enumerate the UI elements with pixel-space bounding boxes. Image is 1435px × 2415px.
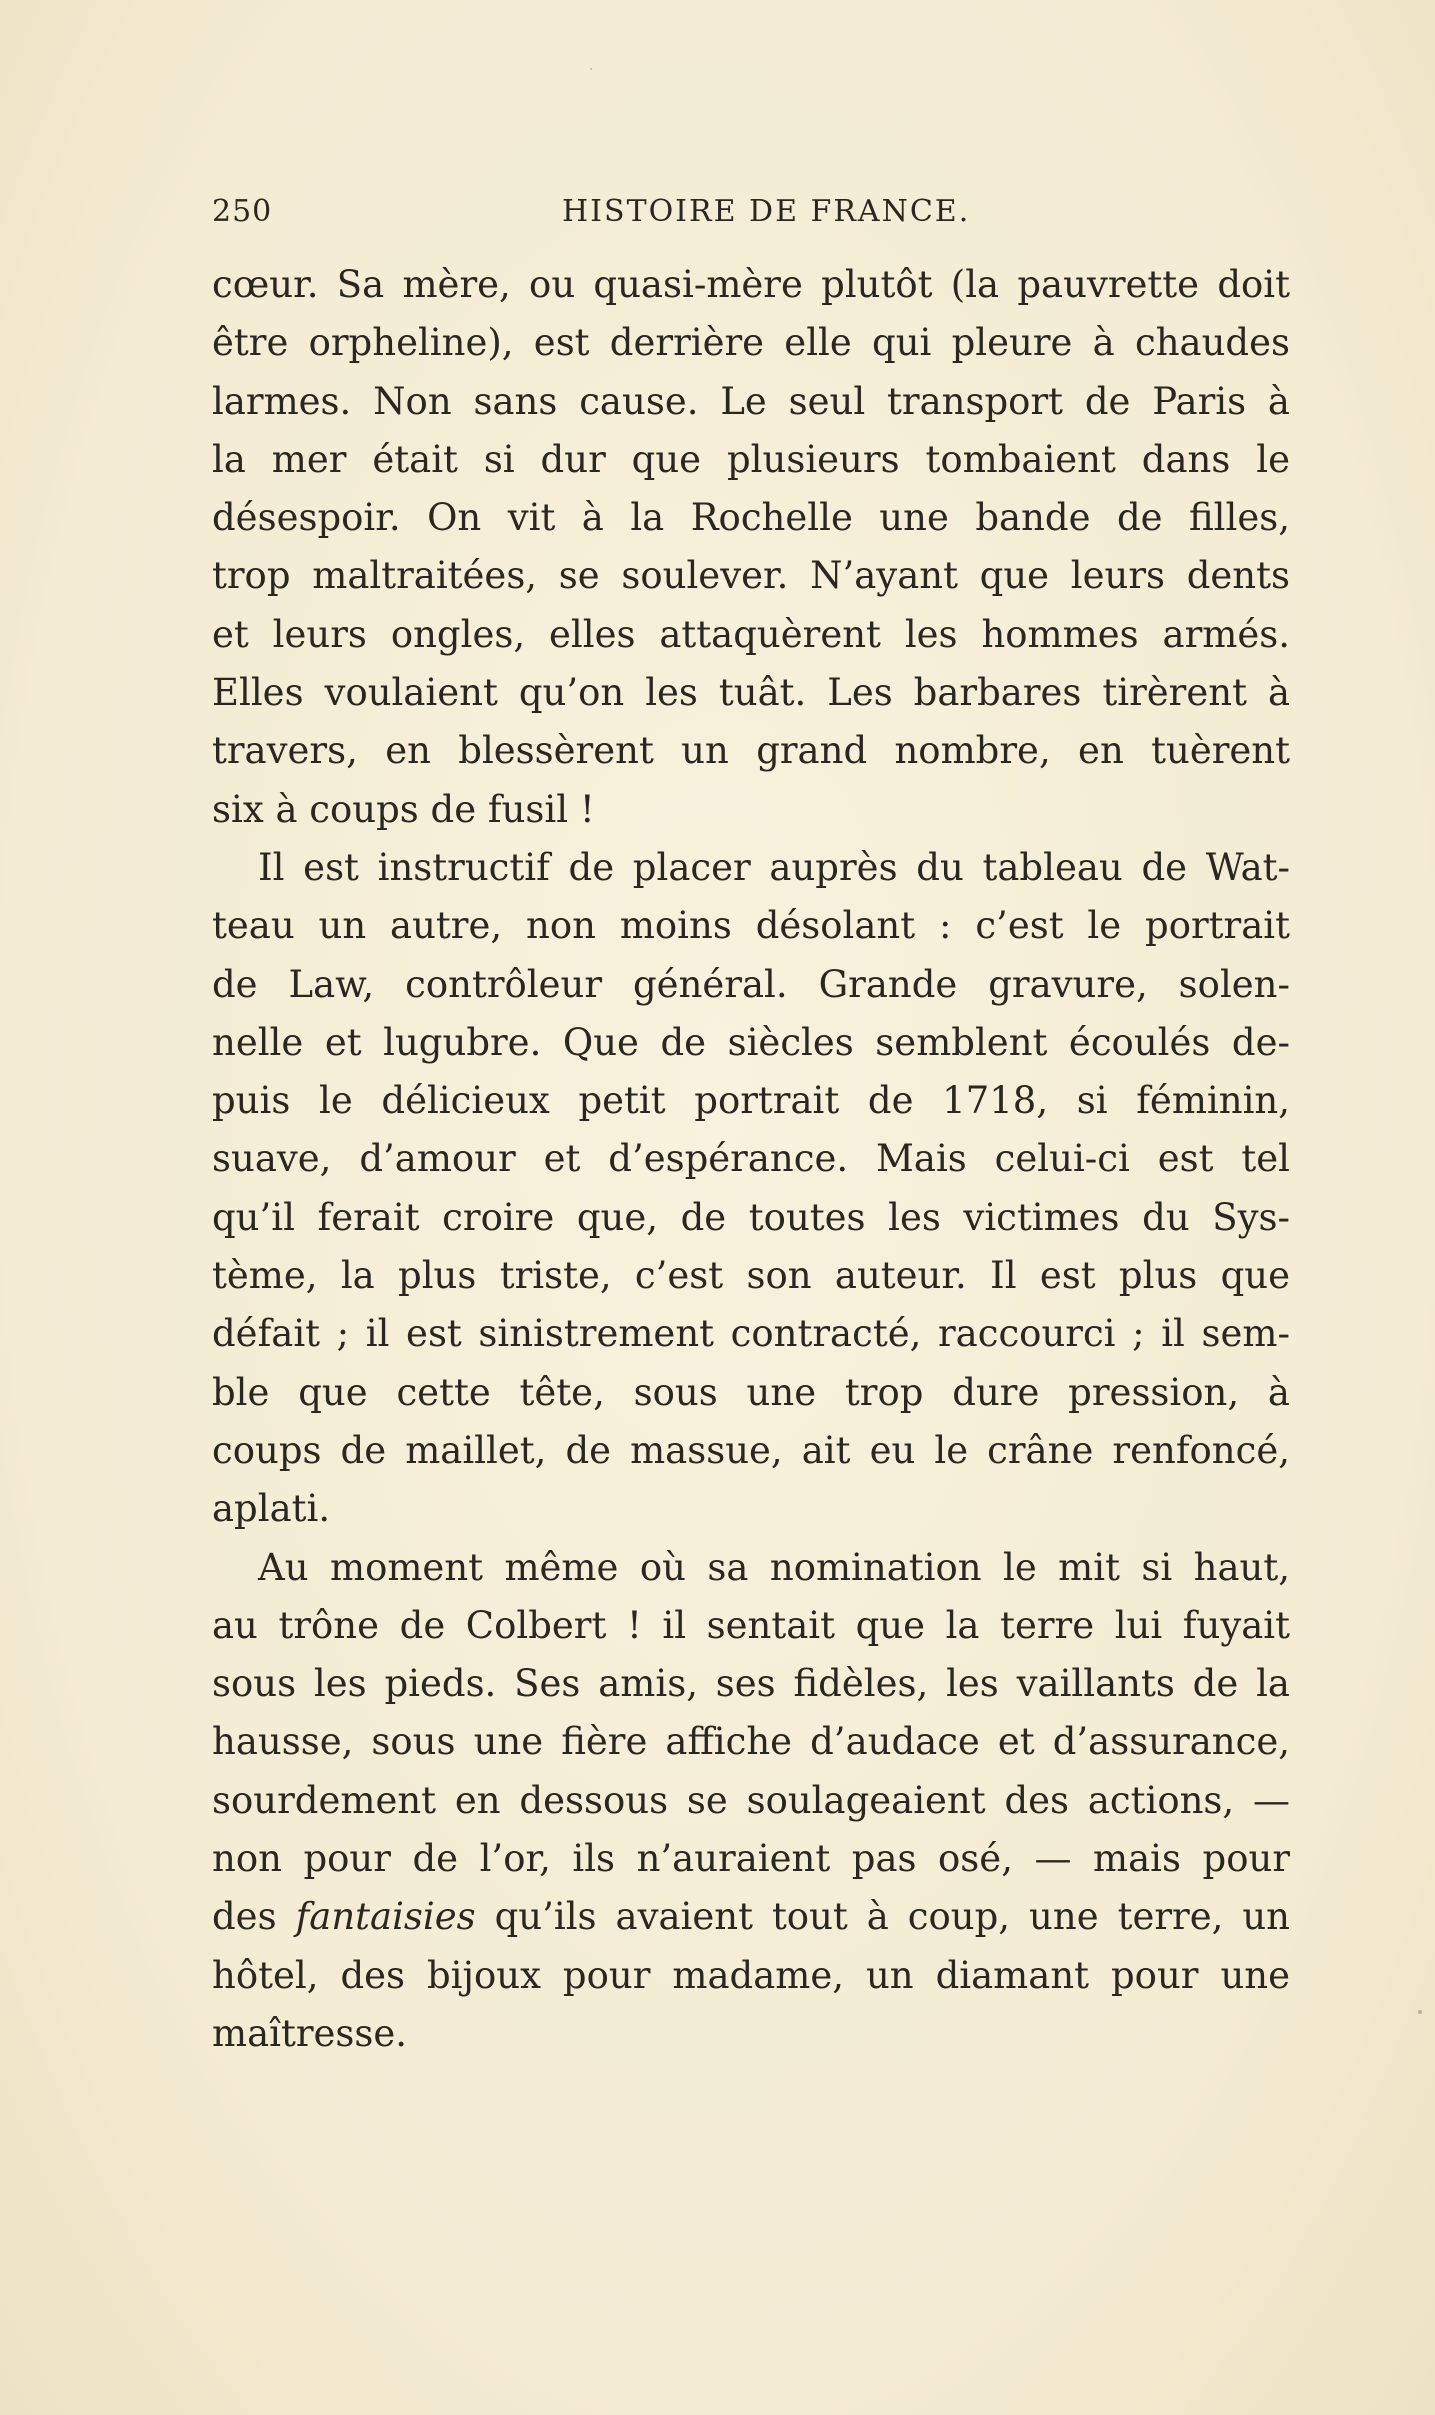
text-line xyxy=(212,1888,1290,1946)
text-line: qu’il ferait croire que, de toutes les victimes du Sys- xyxy=(212,1195,1290,1239)
text-line: puis le délicieux petit portrait de 1718, si féminin, xyxy=(212,1079,1290,1123)
text-line: la mer était si dur que plusieurs tombaient dans le xyxy=(212,437,1290,481)
text-line: tème, la plus triste, c’est son auteur. Il est plus que xyxy=(212,1254,1290,1298)
text-line: maîtresse. xyxy=(212,2011,408,2055)
text-line: six à coups de fusil ! xyxy=(212,787,595,831)
text-line: suave, d’amour et d’espérance. Mais celui-ci est tel xyxy=(212,1137,1290,1181)
italic-word: fantaisies xyxy=(295,1895,476,1939)
page-header xyxy=(212,190,1290,240)
text-line: coups de maillet, de massue, ait eu le crâne renfoncé, xyxy=(212,1428,1290,1472)
text-line: Il est instructif de placer auprès du tableau de Wat- xyxy=(258,845,1290,889)
text-line: et leurs ongles, elles attaquèrent les hommes armés. xyxy=(212,612,1290,656)
text-line: hausse, sous une fière affiche d’audace et d’assurance, xyxy=(212,1720,1290,1764)
text-line: trop maltraitées, se soulever. N’ayant que leurs dents xyxy=(212,554,1290,598)
text-line: hôtel, des bijoux pour madame, un diamant pour une xyxy=(212,1953,1290,1997)
paper-speck xyxy=(1418,2010,1422,2014)
text-line: Au moment même où sa nomination le mit si haut, xyxy=(258,1545,1290,1589)
text-run: qu’ils avaient tout à coup, une terre, un xyxy=(494,1895,1290,1939)
body-text xyxy=(212,256,1290,2063)
text-line: au trône de Colbert ! il sentait que la terre lui fuyait xyxy=(212,1603,1290,1647)
text-line: Elles voulaient qu’on les tuât. Les barbares tirèrent à xyxy=(212,671,1290,715)
text-line: cœur. Sa mère, ou quasi-mère plutôt (la pauvrette doit xyxy=(212,263,1290,306)
text-line: teau un autre, non moins désolant : c’est le portrait xyxy=(212,904,1290,948)
text-line: défait ; il est sinistrement contracté, raccourci ; il sem- xyxy=(212,1312,1290,1356)
text-line: larmes. Non sans cause. Le seul transport de Paris à xyxy=(212,379,1290,423)
paper-speck xyxy=(590,68,592,70)
text-line: aplati. xyxy=(212,1487,331,1531)
text-line: ble que cette tête, sous une trop dure pression, à xyxy=(212,1370,1290,1414)
text-line: être orpheline), est derrière elle qui pleure à chaudes xyxy=(212,321,1290,365)
text-line: sourdement en dessous se soulageaient des actions, — xyxy=(212,1778,1290,1822)
text-line: nelle et lugubre. Que de siècles semblent écoulés de- xyxy=(212,1020,1290,1064)
text-line: travers, en blessèrent un grand nombre, en tuèrent xyxy=(212,729,1290,773)
text-line: désespoir. On vit à la Rochelle une bande de filles, xyxy=(212,496,1290,540)
text-line: de Law, contrôleur général. Grande gravure, solen- xyxy=(212,962,1290,1006)
page-number: 250 xyxy=(212,194,273,229)
text-run: des xyxy=(212,1895,277,1939)
text-line: sous les pieds. Ses amis, ses fidèles, les vaillants de la xyxy=(212,1662,1290,1706)
text-line: non pour de l’or, ils n’auraient pas osé, — mais pour xyxy=(212,1837,1290,1881)
running-title: HISTOIRE DE FRANCE. xyxy=(562,194,971,229)
